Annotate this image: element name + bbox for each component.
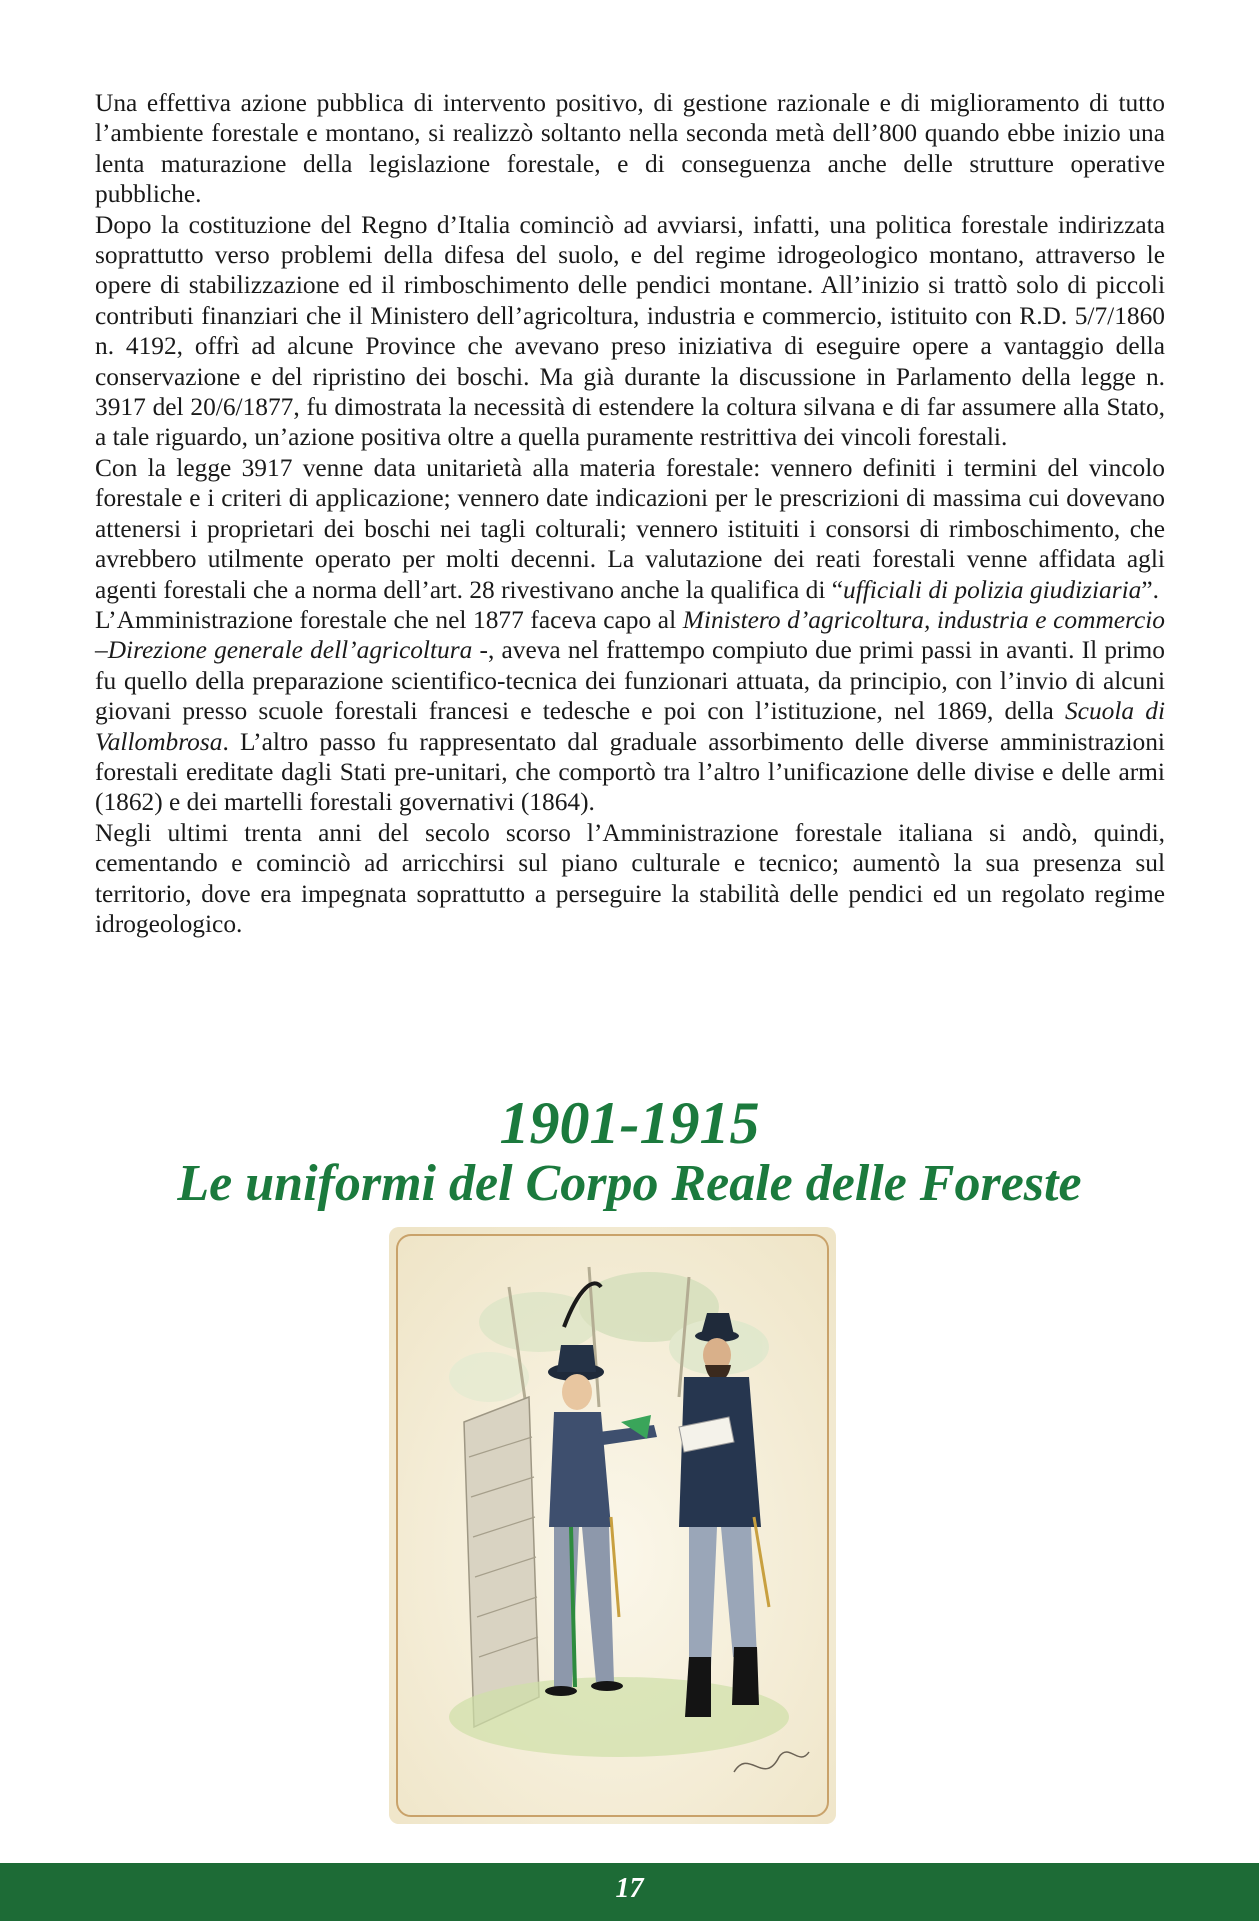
paragraph-1: Una effettiva azione pubblica di intervento positivo, di gestione razionale e di miglioramento di tutto l’ambiente forestale e montano, si realizzò soltanto nella seconda metà dell’800 quando ebbe inizio una lenta maturazione della legislazione forestale, e di conseguenza anche delle strutture operative pubbliche. [95,89,1165,209]
stone-wall [464,1397,539,1727]
paragraph-4 [95,605,1165,818]
paragraph-4-italic-school: Scuola di Vallombrosa [95,697,1166,756]
paragraph-3-italic: ufficiali di polizia giudiziaria [843,575,1142,604]
paragraph-4-a: L’Amministrazione forestale che nel 1877 faceva capo al [95,605,683,634]
paragraph-4-b: -, aveva nel frattempo compiuto due primi passi in avanti. Il primo fu quello della preparazione scientifico-tecnica dei funzionari attuata, da principio, con l’invio di alcuni giovani presso scuole forestali francesi e tedesche e poi con l’istituzione, nel 1869, della [95,636,1165,726]
paragraph-2: Dopo la costituzione del Regno d’Italia cominciò ad avviarsi, infatti, una politica forestale indirizzata soprattutto verso problemi della difesa del suolo, e del regime idrogeologico montano, attraverso le opere di stabilizzazione ed il rimboschimento delle pendici montane. All’inizio si trattò solo di piccoli contributi finanziari che il Ministero dell’agricoltura, industria e commercio, istituito con R.D. 5/7/1860 n. 4192, offrì ad alcune Province che avevano preso iniziativa di eseguire opere a vantaggio della conservazione e del ripristino dei boschi. Ma già durante la discussione in Parlamento della legge n. 3917 del 20/6/1877, fu dimostrata la necessità di estendere la coltura silvana e di far assumere alla Stato, a tale riguardo, un’azione positiva oltre a quella puramente restrittiva dei vincoli forestali. [95,210,1165,452]
uniforms-illustration [389,1227,836,1824]
paragraph-5: Negli ultimi trenta anni del secolo scorso l’Amministrazione forestale italiana si andò, quindi, cementando e cominciò ad arricchirsi sul piano culturale e tecnico; aumentò la sua presenza sul territorio, dove era impegnata soprattutto a perseguire la stabilità delle pendici ed un regolato regime idrogeologico. [95,818,1165,938]
paragraph-3-text: Con la legge 3917 venne data unitarietà alla materia forestale: vennero definiti i termini del vincolo forestale e i criteri di applicazione; vennero date indicazioni per le prescrizioni di massima cui dovevano attenersi i proprietari dei boschi nei tagli colturali; vennero istituiti i consorsi di rimboschimento, che avrebbero utilmente operato per molti decenni. La valutazione dei reati forestali venne affidata agli agenti forestali che a norma dell’art. 28 rivestivano anche la qualifica di “ [95,453,1165,604]
uniforms-illustration-drawing [389,1227,836,1824]
paragraph-4-italic-ministry: Ministero d’agricoltura, industria e commercio –Direzione generale dell’agricoltura [95,605,1166,665]
body-text [95,88,1165,939]
paragraph-3 [95,453,1165,605]
paragraph-4-c: . L’altro passo fu rappresentato dal graduale assorbimento delle diverse amministrazioni forestali ereditate dagli Stati pre-unitari, che comportò tra l’altro l’unificazione delle divise e delle armi (1862) e dei martelli forestali governativi (1864). [95,727,1165,817]
page-number: 17 [615,1873,644,1904]
section-heading-years: 1901-1915 [499,1090,760,1156]
section-heading-title: Le uniformi del Corpo Reale delle Foreste [177,1155,1082,1212]
paragraph-3-end: ”. [1141,575,1159,604]
